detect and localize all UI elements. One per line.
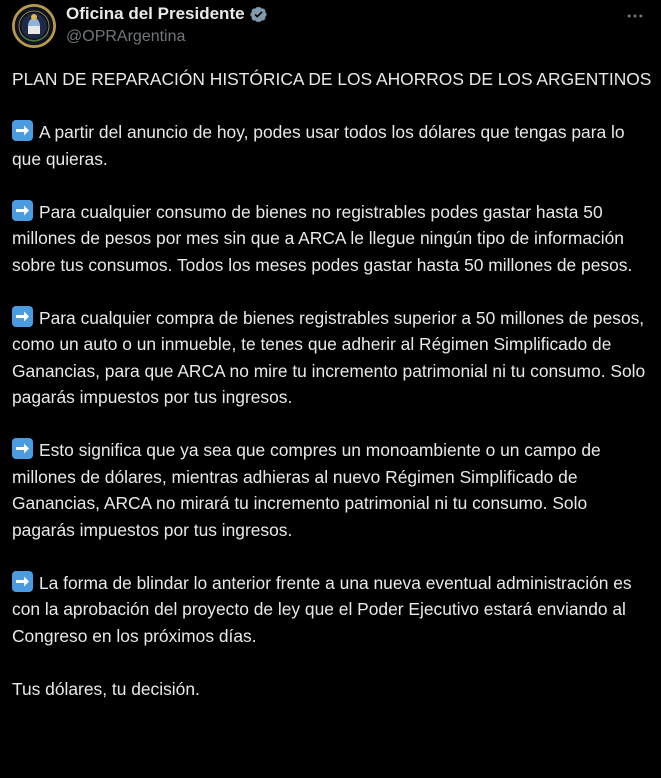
tweet-paragraph bbox=[12, 199, 652, 279]
more-horizontal-icon bbox=[625, 6, 645, 26]
avatar[interactable] bbox=[12, 4, 56, 48]
paragraph-text: Tus dólares, tu decisión. bbox=[12, 678, 200, 699]
paragraph-text: Para cualquier compra de bienes registrables superior a 50 millones de pesos, como un auto o un inmueble, te tenes que adherir al Régimen Simplificado de Ganancias, para que ARCA no mire tu incremento patrimonial ni tu consumo. Solo pagarás impuestos por tus ingresos. bbox=[12, 307, 646, 407]
verified-badge-icon[interactable] bbox=[249, 5, 268, 24]
tweet-paragraph bbox=[12, 305, 652, 411]
paragraph-text: La forma de blindar lo anterior frente a una nueva eventual administración es con la aprobación del proyecto de ley que el Poder Ejecutivo estará enviando al Congreso en los próximos días. bbox=[12, 572, 632, 646]
account-handle[interactable]: @OPRArgentina bbox=[66, 28, 186, 45]
presidential-seal-icon bbox=[12, 4, 56, 48]
paragraph-text: PLAN DE REPARACIÓN HISTÓRICA DE LOS AHORROS DE LOS ARGENTINOS bbox=[12, 69, 652, 89]
right-arrow-icon bbox=[12, 120, 33, 141]
more-options-button[interactable] bbox=[621, 2, 649, 30]
tweet-text bbox=[12, 66, 652, 702]
tweet-paragraph bbox=[12, 437, 652, 543]
display-name[interactable]: Oficina del Presidente bbox=[66, 4, 245, 23]
tweet-paragraph bbox=[12, 676, 652, 703]
tweet-header bbox=[12, 0, 649, 56]
right-arrow-icon bbox=[12, 200, 33, 221]
paragraph-text: Esto significa que ya sea que compres un monoambiente o un campo de millones de dólares, mientras adhieras al nuevo Régimen Simplificado de Ganancias, ARCA no mirará tu incremento patrimonial ni tu consumo. Solo pagarás impuestos por tus ingresos. bbox=[12, 440, 601, 540]
paragraph-text: Para cualquier consumo de bienes no registrables podes gastar hasta 50 millones de pesos por mes sin que a ARCA le llegue ningún tipo de información sobre tus consumos. Todos los meses podes gastar hasta 50 millones de pesos. bbox=[12, 201, 633, 275]
paragraph-text: A partir del anuncio de hoy, podes usar todos los dólares que tengas para lo que quieras. bbox=[12, 122, 625, 169]
tweet-paragraph bbox=[12, 570, 652, 650]
right-arrow-icon bbox=[12, 306, 33, 327]
right-arrow-icon bbox=[12, 571, 33, 592]
name-row bbox=[66, 4, 268, 24]
tweet-paragraph bbox=[12, 66, 652, 93]
right-arrow-icon bbox=[12, 438, 33, 459]
tweet-paragraph bbox=[12, 119, 652, 172]
